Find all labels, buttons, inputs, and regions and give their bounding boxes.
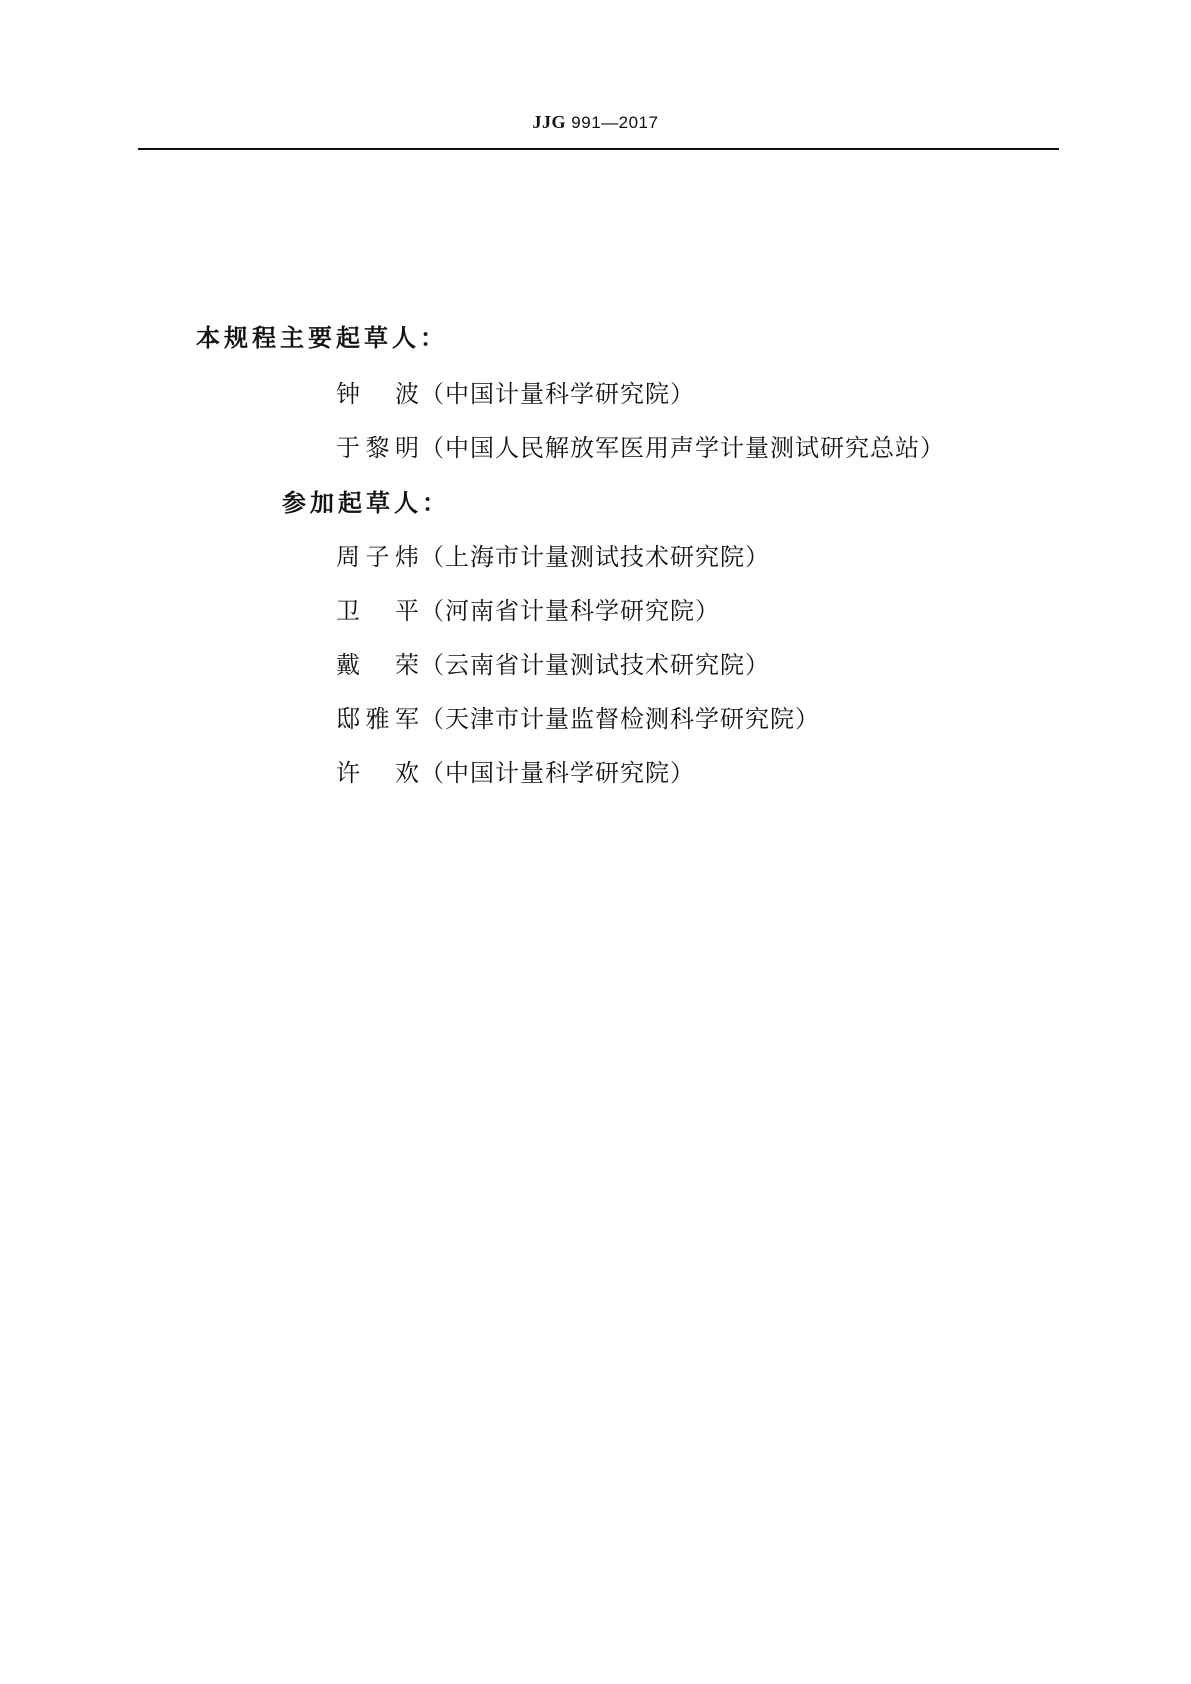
drafter-organization: （中国计量科学研究院）: [420, 380, 695, 408]
main-drafter-row: [336, 428, 945, 463]
page-header: [0, 112, 1191, 133]
drafter-name: 戴 荣: [336, 651, 420, 679]
participating-drafter-row: [336, 699, 820, 734]
drafter-organization: （中国计量科学研究院）: [420, 759, 695, 787]
participating-drafter-row: [336, 645, 770, 680]
drafter-name: 钟 波: [336, 380, 420, 408]
drafter-name: 于黎明: [336, 434, 420, 462]
participating-drafter-row: [336, 753, 695, 788]
drafter-organization: （中国人民解放军医用声学计量测试研究总站）: [420, 434, 945, 462]
participating-drafter-row: [336, 591, 720, 626]
main-drafter-row: [336, 374, 695, 409]
drafter-organization: （上海市计量测试技术研究院）: [420, 543, 770, 571]
header-rule: [138, 148, 1059, 150]
drafter-name: 周子炜: [336, 543, 420, 571]
drafter-organization: （天津市计量监督检测科学研究院）: [420, 705, 820, 733]
standard-code-prefix: JJG: [532, 112, 567, 132]
drafter-name: 卫 平: [336, 597, 420, 625]
participating-drafters-heading: 参加起草人：: [282, 489, 450, 517]
drafter-organization: （云南省计量测试技术研究院）: [420, 651, 770, 679]
participating-drafter-row: [336, 537, 770, 572]
drafter-organization: （河南省计量科学研究院）: [420, 597, 720, 625]
standard-code-number: 991—2017: [571, 113, 659, 132]
main-drafters-heading: 本规程主要起草人：: [196, 324, 448, 352]
drafter-name: 邸雅军: [336, 705, 420, 733]
drafter-name: 许 欢: [336, 759, 420, 787]
